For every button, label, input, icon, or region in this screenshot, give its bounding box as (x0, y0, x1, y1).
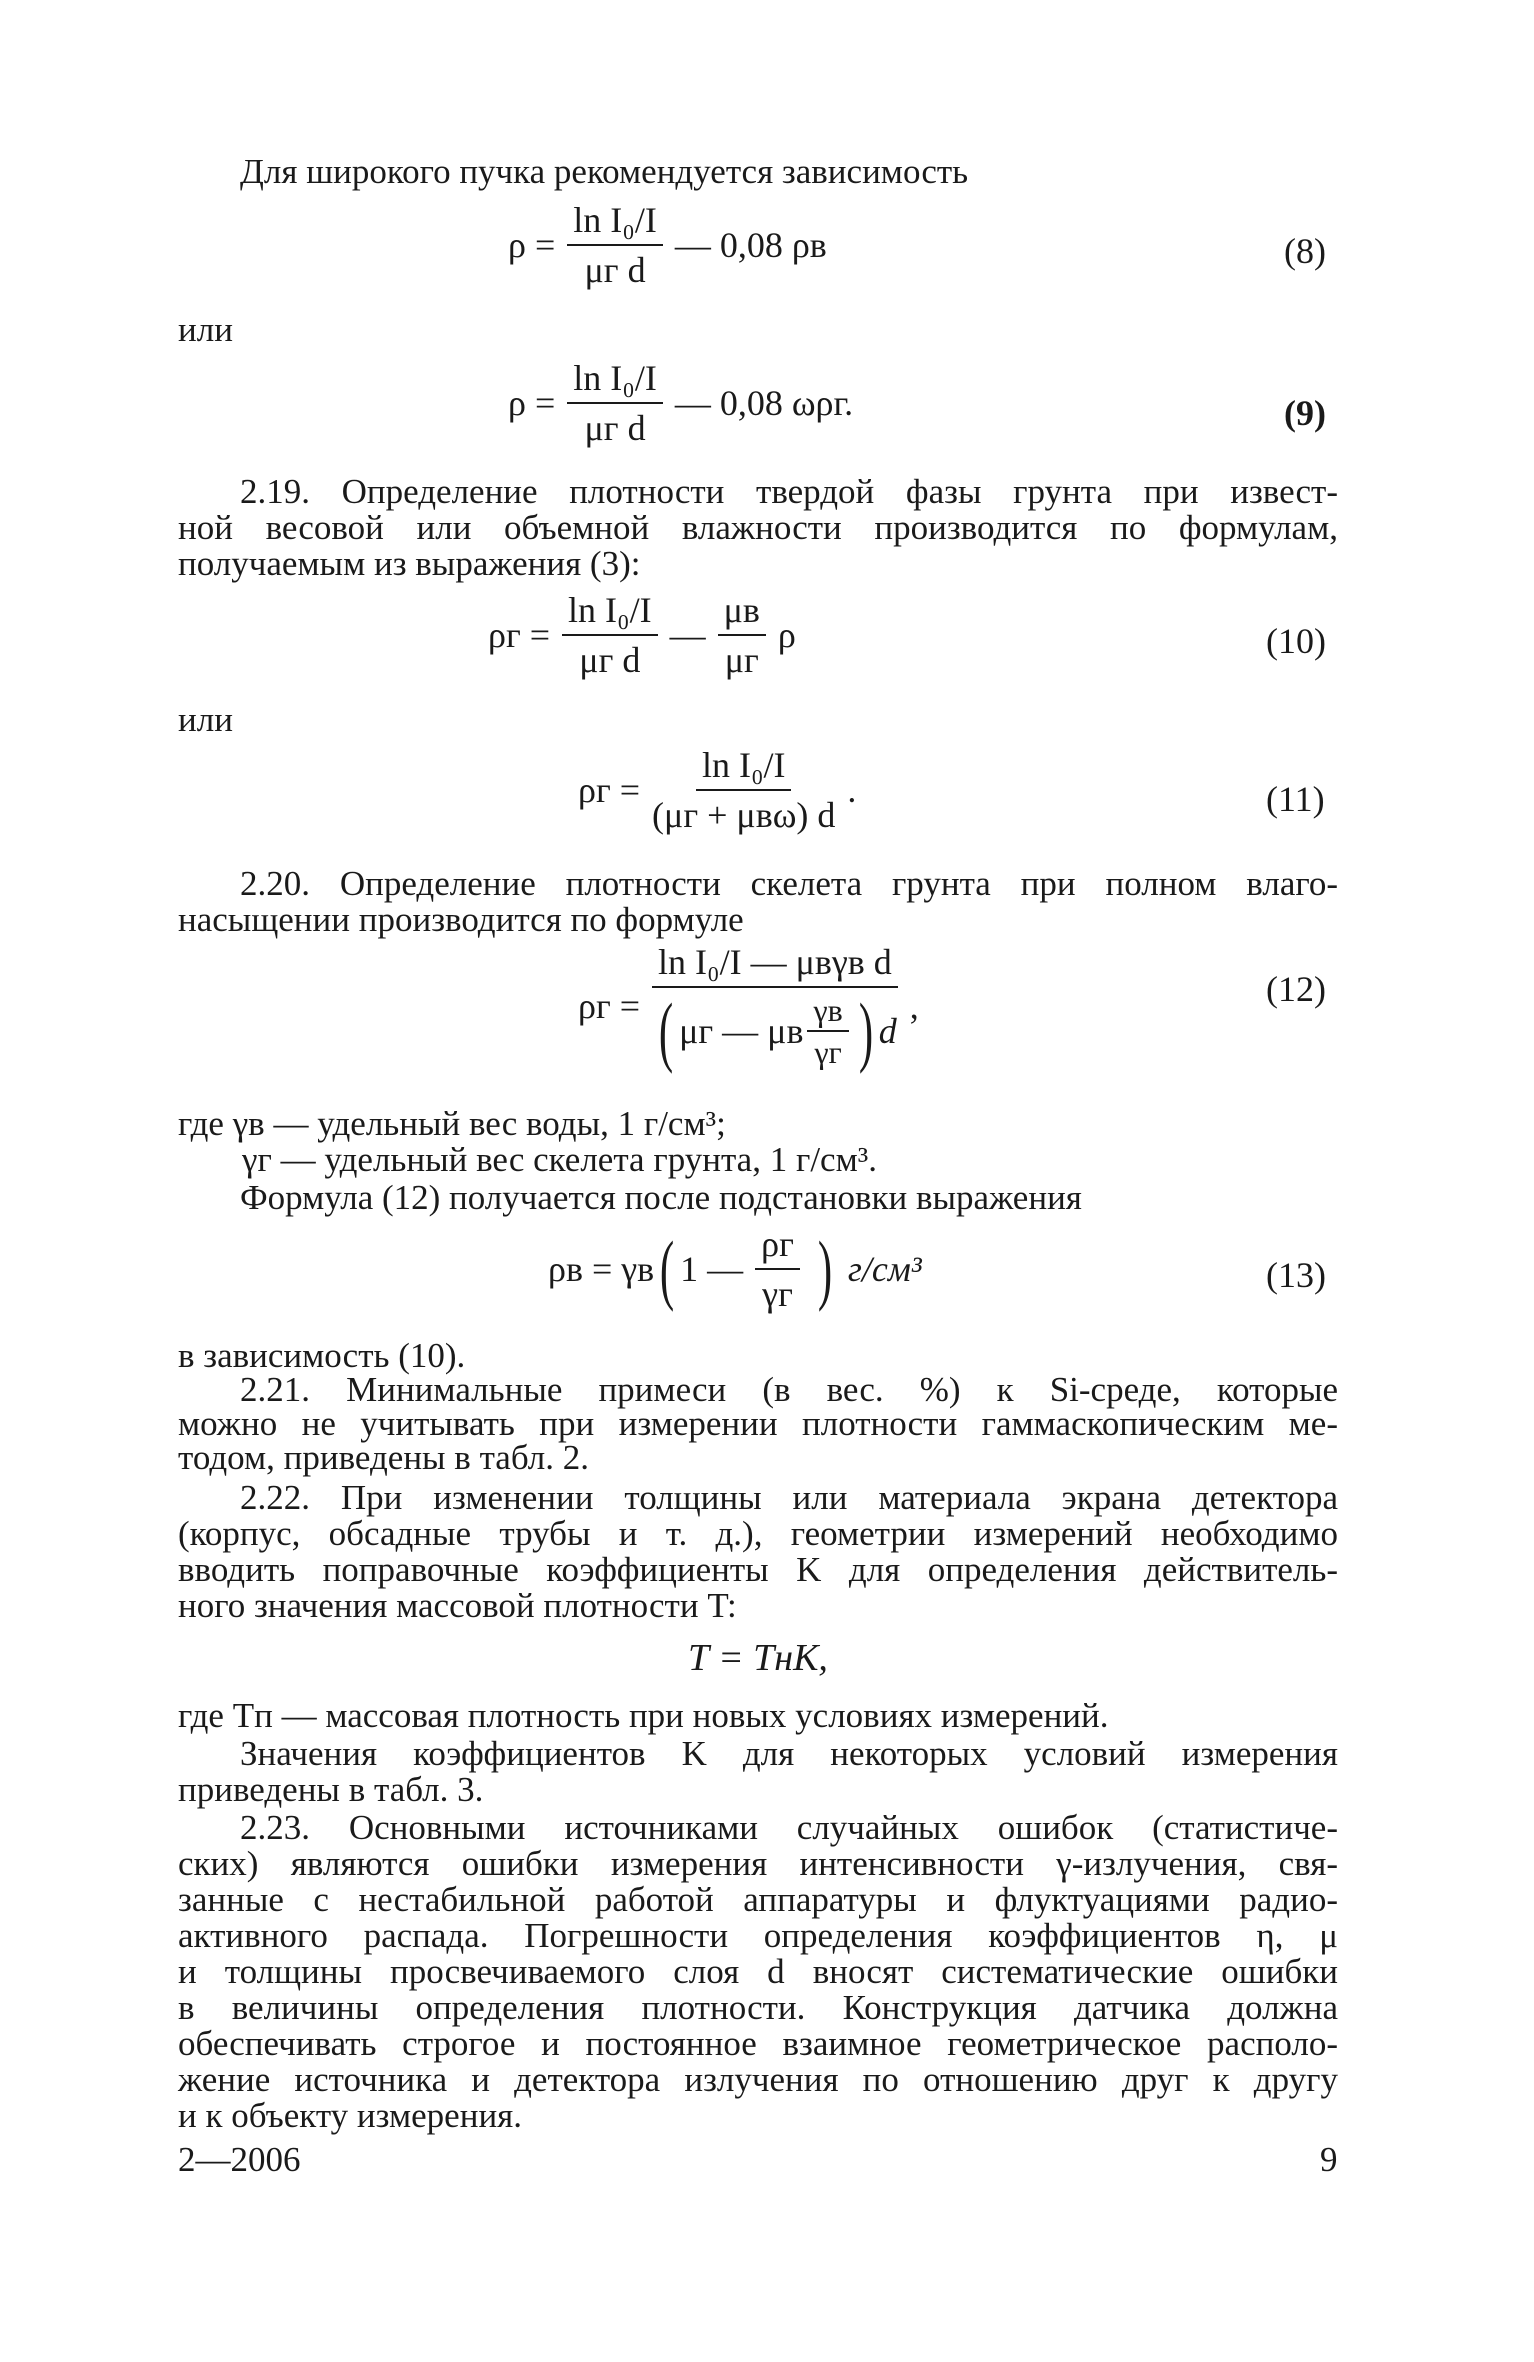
equation-11 (578, 745, 856, 835)
equation-8 (508, 200, 827, 290)
where-line-1: где γв — удельный вес воды, 1 г/см³; (178, 1104, 726, 1143)
eq12-tail: , (909, 986, 919, 1026)
eq11-fraction (652, 745, 835, 835)
para-k-line-1: Значения коэффициентов K для некоторых условий измерения (240, 1734, 1338, 1773)
eq13-denominator: γг (762, 1274, 793, 1314)
eq12-number: (12) (1266, 969, 1326, 1009)
eq10-fraction-2 (718, 590, 766, 680)
page-number: 9 (1320, 2140, 1338, 2179)
equation-9 (508, 358, 853, 448)
para-2-23-line-1: 2.23. Основными источниками случайных ошибок (статистиче- (240, 1808, 1338, 1847)
eq10-number: (10) (1266, 621, 1326, 661)
eq10-numerator-1: ln I₀/I (562, 590, 658, 636)
para-2-23-line-7: обеспечивать строгое и постоянное взаимное геометрическое располо- (178, 2024, 1338, 2063)
eq12-inner-fraction (807, 994, 848, 1068)
eq12-inner-numerator: γв (807, 994, 848, 1032)
para-2-23-line-6: в величины определения плотности. Конструкция датчика должна (178, 1988, 1338, 2027)
eq13-numerator: ρг (755, 1224, 800, 1270)
eq12-den-a: μг — μв (679, 1011, 804, 1051)
eq10-numerator-2: μв (718, 590, 766, 636)
para-2-23-line-2: ских) являются ошибки измерения интенсивности γ-излучения, свя- (178, 1844, 1338, 1883)
eq9-denominator: μг d (584, 408, 646, 448)
where-t: где Tп — массовая плотность при новых условиях измерений. (178, 1696, 1109, 1735)
eq12-numerator: ln I₀/I — μвγв d (652, 942, 898, 988)
eq11-denominator: (μг + μвω) d (652, 795, 836, 835)
para-2-22-line-2: (корпус, обсадные трубы и т. д.), геометрии измерений необходимо (178, 1514, 1338, 1553)
para-2-22-line-1: 2.22. При изменении толщины или материала экрана детектора (240, 1478, 1338, 1517)
into-text: в зависимость (10). (178, 1336, 466, 1375)
eq9-tail: — 0,08 ωρг. (674, 383, 854, 423)
para-2-21-line-1: 2.21. Минимальные примеси (в вес. %) к Si-среде, которые (240, 1370, 1338, 1409)
eq11-lhs: ρг = (578, 770, 641, 810)
eq10-tail: ρ (777, 615, 796, 655)
eq8-number: (8) (1284, 231, 1326, 271)
eq12-den-b: d (878, 1011, 897, 1051)
eq12-fraction (652, 942, 898, 1074)
para-2-20-line-1: 2.20. Определение плотности скелета грунта при полном влаго- (240, 864, 1338, 903)
para-2-22-line-4: ного значения массовой плотности T: (178, 1586, 737, 1625)
eq10-lhs: ρг = (488, 615, 551, 655)
eq9-lhs: ρ = (508, 383, 556, 423)
eq11-tail: . (847, 770, 857, 810)
eq13-paren-close: ) (817, 1225, 833, 1312)
para-2-23-line-5: и толщины просвечиваемого слоя d вносят систематические ошибки (178, 1952, 1338, 1991)
eq9-fraction (567, 358, 663, 448)
footer-signature: 2—2006 (178, 2140, 301, 2179)
eq12-paren-close: ) (858, 987, 873, 1074)
eq8-lhs: ρ = (508, 225, 556, 265)
eq12-inner-denominator: γг (814, 1034, 842, 1070)
eq10-denominator-2: μг (724, 640, 759, 680)
para-2-22-line-3: вводить поправочные коэффициенты K для определения действитель- (178, 1550, 1338, 1589)
para-2-19-line-1: 2.19. Определение плотности твердой фазы грунта при извест- (240, 472, 1338, 511)
eq10-fraction-1 (562, 590, 658, 680)
eq9-number: (9) (1284, 393, 1326, 433)
eq13-number: (13) (1266, 1255, 1326, 1295)
para-2-21-line-2: можно не учитывать при измерении плотности гаммаскопическим ме- (178, 1404, 1338, 1443)
para-2-23-line-9: и к объекту измерения. (178, 2096, 523, 2135)
eq11-numerator: ln I₀/I (696, 745, 792, 791)
para-2-19-line-2: ной весовой или объемной влажности производится по формулам, (178, 508, 1338, 547)
para-2-20-line-2: насыщении производится по формуле (178, 900, 744, 939)
eq11-number: (11) (1266, 779, 1325, 819)
formula-note: Формула (12) получается после подстановки выражения (240, 1178, 1082, 1217)
para-k-line-2: приведены в табл. 3. (178, 1770, 484, 1809)
para-2-21-line-3: тодом, приведены в табл. 2. (178, 1438, 589, 1477)
para-2-23-line-8: жение источника и детектора излучения по отношению друг к другу (178, 2060, 1338, 2099)
eq8-fraction (567, 200, 663, 290)
eq9-numerator: ln I₀/I (567, 358, 663, 404)
eq13-paren-open: ( (660, 1225, 675, 1312)
eq12-paren-open: ( (658, 987, 674, 1074)
intro-text: Для широкого пучка рекомендуется зависимость (240, 152, 969, 191)
or-text-2: или (178, 700, 233, 739)
equation-12 (578, 942, 919, 1074)
eq13-fraction (755, 1224, 800, 1314)
eq8-tail: — 0,08 ρв (674, 225, 827, 265)
equation-t: T = TнK, (688, 1637, 828, 1679)
eq13-one: 1 — (680, 1249, 744, 1289)
equation-13 (548, 1224, 922, 1314)
eq10-denominator-1: μг d (579, 640, 641, 680)
eq13-lhs: ρв = γв (548, 1249, 655, 1289)
para-2-19-line-3: получаемым из выражения (3): (178, 544, 641, 583)
eq10-minus: — (669, 615, 706, 655)
eq13-unit: г/см³ (847, 1249, 922, 1289)
eq8-numerator: ln I₀/I (567, 200, 663, 246)
equation-10 (488, 590, 796, 680)
para-2-23-line-4: активного распада. Погрешности определения коэффициентов η, μ (178, 1916, 1338, 1955)
or-text-1: или (178, 310, 233, 349)
eq8-denominator: μг d (584, 250, 646, 290)
eq12-denominator (653, 987, 897, 1074)
para-2-23-line-3: занные с нестабильной работой аппаратуры и флуктуациями радио- (178, 1880, 1338, 1919)
eq12-lhs: ρг = (578, 986, 641, 1026)
where-line-2: γг — удельный вес скелета грунта, 1 г/см³. (242, 1140, 877, 1179)
